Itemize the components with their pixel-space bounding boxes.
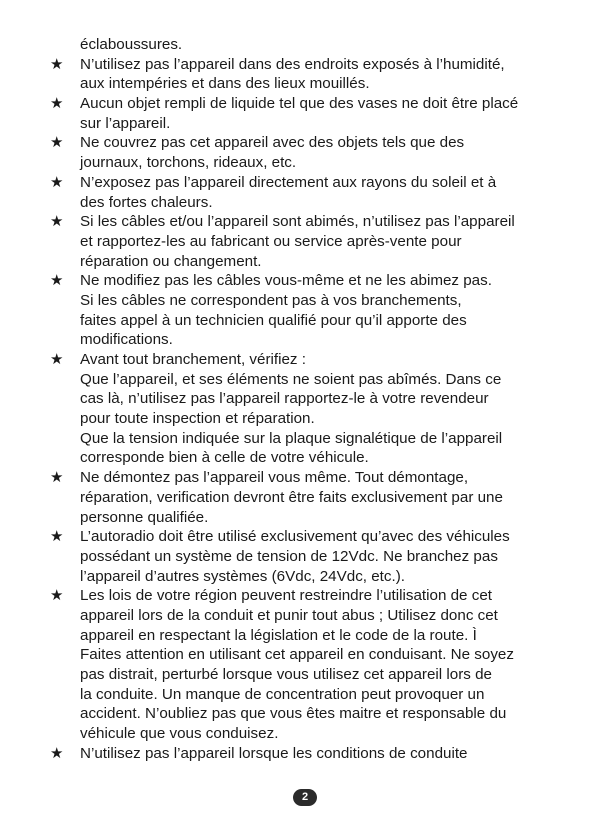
text-line: réparation, verification devront être faits exclusivement par une bbox=[80, 488, 503, 506]
bullet-line bbox=[50, 350, 570, 370]
text-line: appareil en respectant la législation et le code de la route. Ì bbox=[80, 626, 477, 644]
star-bullet-icon: ★ bbox=[50, 587, 64, 605]
bullet-text: Aucun objet rempli de liquide tel que des vases ne doit être placé bbox=[80, 95, 519, 113]
bullet-text: Ne modifiez pas les câbles vous-même et ne les abimez pas. bbox=[80, 272, 492, 290]
bullet-text: N’utilisez pas l’appareil lorsque les conditions de conduite bbox=[80, 744, 468, 762]
bullet-line bbox=[50, 468, 570, 488]
bullet-text: Avant tout branchement, vérifiez : bbox=[80, 351, 306, 368]
star-bullet-icon: ★ bbox=[50, 744, 64, 762]
text-line: Si les câbles ne correspondent pas à vos branchements, bbox=[80, 291, 462, 309]
bullet-line bbox=[50, 173, 570, 193]
bullet-line bbox=[50, 212, 570, 232]
text-line: corresponde bien à celle de votre véhicule. bbox=[80, 449, 369, 467]
star-bullet-icon: ★ bbox=[50, 173, 64, 191]
text-line: la conduite. Un manque de concentration peut provoquer un bbox=[80, 685, 485, 703]
text-line: faites appel à un technicien qualifié pour qu’il apporte des bbox=[80, 311, 467, 329]
text-line: personne qualifiée. bbox=[80, 508, 209, 526]
bullet-text: N’exposez pas l’appareil directement aux rayons du soleil et à bbox=[80, 173, 497, 191]
document-body bbox=[50, 35, 570, 763]
text-line: sur l’appareil. bbox=[80, 114, 171, 132]
star-bullet-icon: ★ bbox=[50, 55, 64, 73]
star-bullet-icon: ★ bbox=[50, 213, 64, 231]
text-line: appareil lors de la conduit et punir tout abus ; Utilisez donc cet bbox=[80, 606, 498, 624]
bullet-text: Ne démontez pas l’appareil vous même. Tout démontage, bbox=[80, 469, 469, 487]
bullet-line bbox=[50, 271, 570, 291]
text-line: accident. N’oubliez pas que vous êtes maitre et responsable du bbox=[80, 705, 507, 723]
bullet-text: Ne couvrez pas cet appareil avec des objets tels que des bbox=[80, 134, 465, 152]
text-line: Que la tension indiquée sur la plaque signalétique de l’appareil bbox=[80, 429, 503, 447]
text-line: aux intempéries et dans des lieux mouillés. bbox=[80, 75, 370, 93]
text-line: journaux, torchons, rideaux, etc. bbox=[80, 154, 297, 172]
bullet-text: Les lois de votre région peuvent restreindre l’utilisation de cet bbox=[80, 587, 492, 605]
text-line: possédant un système de tension de 12Vdc. Ne branchez pas bbox=[80, 547, 498, 565]
text-line: éclaboussures. bbox=[80, 36, 183, 53]
text-line: véhicule que vous conduisez. bbox=[80, 725, 279, 743]
text-line: modifications. bbox=[80, 331, 173, 349]
text-line: pour toute inspection et réparation. bbox=[80, 410, 315, 428]
bullet-line bbox=[50, 586, 570, 606]
text-line: et rapportez-les au fabricant ou service après-vente pour bbox=[80, 232, 462, 250]
text-line: Faites attention en utilisant cet appareil en conduisant. Ne soyez bbox=[80, 646, 514, 664]
star-bullet-icon: ★ bbox=[50, 134, 64, 152]
text-line: pas distrait, perturbé lorsque vous utilisez cet appareil lors de bbox=[80, 666, 492, 683]
bullet-line bbox=[50, 744, 570, 764]
bullet-text: N’utilisez pas l’appareil dans des endroits exposés à l’humidité, bbox=[80, 55, 505, 73]
star-bullet-icon: ★ bbox=[50, 272, 64, 290]
star-bullet-icon: ★ bbox=[50, 351, 64, 368]
bullet-line bbox=[50, 527, 570, 547]
star-bullet-icon: ★ bbox=[50, 469, 64, 487]
bullet-line bbox=[50, 94, 570, 114]
text-line: des fortes chaleurs. bbox=[80, 193, 213, 211]
text-line: cas là, n’utilisez pas l’appareil rapportez-le à votre revendeur bbox=[80, 390, 489, 408]
bullet-line bbox=[50, 133, 570, 153]
bullet-text: L’autoradio doit être utilisé exclusivement qu’avec des véhicules bbox=[80, 528, 510, 546]
star-bullet-icon: ★ bbox=[50, 95, 64, 113]
bullet-line bbox=[50, 55, 570, 75]
star-bullet-icon: ★ bbox=[50, 528, 64, 546]
text-line: l’appareil d’autres systèmes (6Vdc, 24Vdc, etc.). bbox=[80, 567, 405, 585]
page-number-badge: 2 bbox=[293, 789, 317, 806]
text-line: Que l’appareil, et ses éléments ne soient pas abîmés. Dans ce bbox=[80, 370, 502, 388]
text-line: réparation ou changement. bbox=[80, 252, 262, 270]
bullet-text: Si les câbles et/ou l’appareil sont abimés, n’utilisez pas l’appareil bbox=[80, 213, 515, 231]
